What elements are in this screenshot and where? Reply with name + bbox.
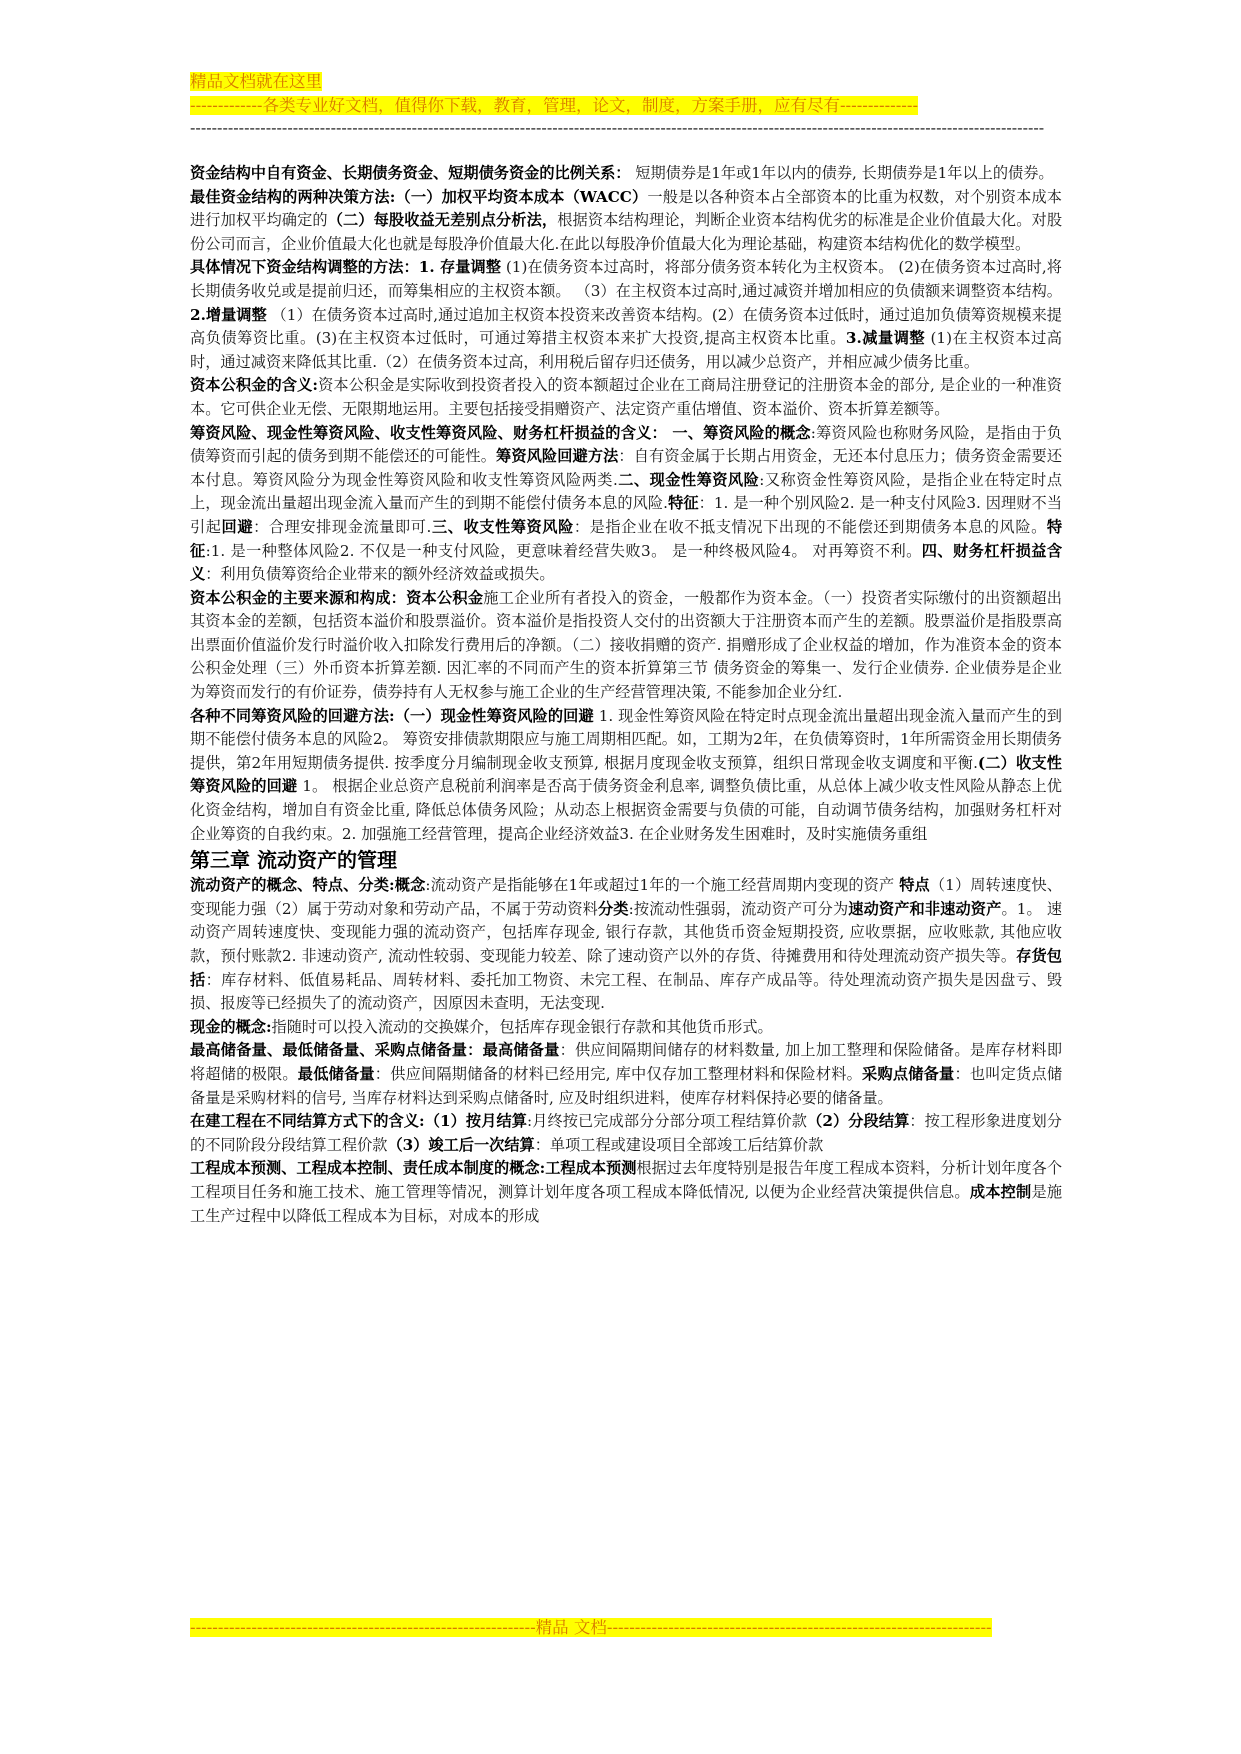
- paragraph: [190, 256, 1062, 374]
- paragraph: [190, 1039, 1062, 1110]
- paragraph: [190, 374, 1062, 421]
- paragraph-text: ：合理安排现金流量即可.: [253, 517, 432, 536]
- paragraph: [190, 1016, 1062, 1040]
- chapter-heading: 第三章 流动资产的管理: [190, 848, 397, 873]
- term-heading: 筹资风险、现金性筹资风险、收支性筹资风险、财务杠杆损益的含义： 一、筹资风险的概念: [190, 423, 811, 442]
- term-heading: (二）收支性筹资风险的回避: [190, 753, 1062, 796]
- term-heading: 现金的概念:: [190, 1017, 272, 1036]
- footer-banner: [190, 1616, 1062, 1640]
- paragraph-text: 是施工生产过程中以降低工程成本为目标，对成本的形成: [190, 1182, 1063, 1225]
- header-banner: [190, 70, 1062, 138]
- header-divider: --------------------------------------------------------------------------------------------------------------------------------------------------------------: [190, 118, 1045, 137]
- term-heading: 工程成本预测、工程成本控制、责任成本制度的概念:工程成本预测: [190, 1159, 637, 1178]
- paragraph-text: 一般是以各种资本占全部资本的比重为权数，对个别资本成本进行加权平均确定的: [190, 187, 1062, 230]
- header-title: 精品文档就在这里: [190, 72, 322, 91]
- paragraph-text: ：1. 是一种个别风险2. 是一种支付风险3. 因理财不当引起: [190, 494, 1063, 536]
- header-slogan: -------------各类专业好文档，值得你下载，教育，管理，论文，制度，方案手册，应有尽有--------------: [190, 96, 919, 115]
- paragraph-text: :又称资金性筹资风险，是指企业在特定时点上，现金流出量超出现金流入量而产生的到期不能偿付债务本息的风险.: [190, 470, 1063, 513]
- paragraph-text: ：供应间隔期储备的材料已经用完, 库中仅存加工整理材料和保险材料。: [374, 1064, 863, 1083]
- term-heading: 采购点储备量: [862, 1064, 955, 1083]
- term-heading: 各种不同筹资风险的回避方法:（一）现金性筹资风险的回避: [190, 706, 594, 725]
- term-heading: （2）分段结算: [807, 1112, 910, 1131]
- term-heading: 特征: [190, 517, 1063, 560]
- paragraph-text: 1。 根据企业总资产息税前利润率是否高于债务资金利息率, 调整负债比重，从总体上减少收支性风险从静态上优化资金结构，增加自有资金比重, 降低总体债务风险；从动态上根据资金需要与负债的可能，自动调节债务结构，加强财务杠杆对企业筹资的自我约束。2. 加强施工经营管理，提高企业经济效益3. 在企业财务发生困难时，及时实施债务重组: [190, 777, 1062, 843]
- paragraph: [190, 1110, 1062, 1157]
- paragraph-text: 指随时可以投入流动的交换媒介，包括库存现金银行存款和其他货币形式。: [271, 1017, 773, 1036]
- term-heading: （3）竣工后一次结算: [387, 1135, 535, 1154]
- term-heading: 二、现金性筹资风险: [617, 470, 760, 489]
- paragraph-text: :1. 是一种整体风险2. 不仅是一种支付风险，更意味着经营失败3。 是一种终极风险4。 对再筹资不利。: [205, 541, 922, 560]
- paragraph: [190, 186, 1062, 257]
- paragraph-text: ：按工程形象进度划分的不同阶段分段结算工程价款: [190, 1112, 1062, 1154]
- term-heading: 3.减量调整: [845, 329, 926, 348]
- paragraph-text: ：是指企业在收不抵支情况下出现的不能偿还到期债务本息的风险。: [573, 517, 1047, 536]
- paragraph-text: (1)在主权资本过高时，通过减资来降低其比重.（2）在债务资本过高，利用税后留存归还债务，用以减少总资产，并相应减少债务比重。: [190, 329, 1062, 371]
- paragraph-text: 施工企业所有者投入的资金，一般都作为资本金。（一）投资者实际缴付的出资额超出其资本金的差额，包括资本溢价和股票溢价。资本溢价是指投资人交付的出资额大于注册资本而产生的差额。股票溢价是指股票高出票面价值溢价发行时溢价收入扣除发行费用后的净额。（二）接收捐赠的资产. 捐赠形成了企业权益的增加，作为准资本金的资本公积金处理（三）外币资本折算差额. 因汇率的不同而产生的资本折算第三节 债务资金的筹集一、发行企业债券. 企业债券是企业为筹资而发行的有价证券，债券持有人无权参与施工企业的生产经营管理决策, 不能参加企业分红.: [190, 588, 1062, 702]
- footer-text: --------------------------------------------------------------精品 文档---------------------------------------------------------------------: [190, 1618, 992, 1637]
- paragraph-text: 根据过去年度特别是报告年度工程成本资料，分析计划年度各个工程项目任务和施工技术、施工管理等情况，测算计划年度各项工程成本降低情况, 以便为企业经营决策提供信息。: [190, 1159, 1063, 1201]
- paragraph-text: :流动资产是指能够在1年或超过1年的一个施工经营周期内变现的资产: [425, 876, 900, 895]
- term-heading: 在建工程在不同结算方式下的含义:（1）按月结算: [190, 1112, 528, 1131]
- paragraph-text: 短期债券是1年或1年以内的债券, 长期债券是1年以上的债券。: [630, 164, 1054, 182]
- term-heading: 特点: [899, 876, 930, 895]
- term-heading: （二）每股收益无差别点分析法，: [327, 211, 558, 230]
- paragraph: [190, 1157, 1062, 1228]
- paragraph-text: （1）周转速度快、变现能力强（2）属于劳动对象和劳动产品，不属于劳动资料: [190, 876, 1062, 918]
- term-heading: 成本控制: [969, 1182, 1032, 1201]
- document-page: [190, 70, 1062, 1228]
- term-heading: 资本公积金的含义:: [190, 376, 318, 395]
- footer-divider: [190, 1616, 1062, 1640]
- paragraph-text: :月终按已完成部分分部分项工程结算价款: [527, 1112, 808, 1131]
- paragraph-text: (1)在债务资本过高时，将部分债务资本转化为主权资本。 (2)在债务资本过高时,将长期债务收兑或是提前归还，而筹集相应的主权资本额。 （3）在主权资本过高时,通过减资并增加相应的负债额来调整资本结构。: [190, 258, 1062, 300]
- term-heading: 2.增量调整: [190, 305, 267, 324]
- paragraph-text: :筹资风险也称财务风险，是指由于负债筹资而引起的债务到期不能偿还的可能性。: [190, 423, 1062, 466]
- term-heading: 具体情况下资金结构调整的方法：1. 存量调整: [190, 258, 501, 277]
- term-heading: 回避: [221, 517, 254, 536]
- term-heading: 最低储备量: [297, 1064, 375, 1083]
- paragraph: [190, 874, 1062, 1016]
- paragraph-text: :按流动性强弱，流动资产可分为: [628, 899, 849, 918]
- paragraph-text: 1. 现金性筹资风险在特定时点现金流出量超出现金流入量而产生的到期不能偿付债务本息的风险2。 筹资安排债款期限应与施工周期相匹配。如，工期为2年，在负债筹资时，1年所需资金用长期债务提供，第2年用短期债务提供. 按季度分月编制现金收支预算, 根据月度现金收支预算，组织日常现金收支调度和平衡.: [190, 706, 1062, 772]
- term-heading: 筹资风险回避方法: [496, 447, 619, 466]
- paragraph: [190, 162, 1062, 186]
- term-heading: 特征: [668, 494, 699, 513]
- paragraph-text: ：供应间隔期间储存的材料数量, 加上加工整理和保险储备。是库存材料即将超储的极限。: [190, 1041, 1063, 1083]
- term-heading: 存货包括: [190, 947, 1062, 989]
- paragraph-text: ：也叫定货点储备量是采购材料的信号, 当库存材料达到采购点储备时, 应及时组织进料，使库存材料保持必要的储备量。: [190, 1064, 1063, 1107]
- paragraph-text: 根据资本结构理论，判断企业资本结构优劣的标准是企业价值最大化。对股份公司而言，企业价值最大化也就是每股净价值最大化.在此以每股净价值最大化为理论基础，构建资本结构优化的数学模型。: [190, 211, 1063, 253]
- paragraph-text: ：自有资金属于长期占用资金，无还本付息压力；债务资金需要还本付息。筹资风险分为现金性筹资风险和收支性筹资风险两类.: [190, 447, 1063, 489]
- paragraph: [190, 705, 1062, 847]
- paragraph: [190, 587, 1062, 705]
- term-heading: 速动资产和非速动资产: [848, 899, 1002, 918]
- paragraph-text: ：利用负债筹资给企业带来的额外经济效益或损失。: [205, 565, 555, 584]
- paragraph-text: 。1。 速动资产周转速度快、变现能力强的流动资产，包括库存现金, 银行存款，其他货币资金短期投资, 应收票据，应收账款, 其他应收款，预付账款2. 非速动资产, 流动性较弱、变现能力较差、除了速动资产以外的存货、待摊费用和待处理流动资产损失等。: [190, 899, 1063, 965]
- term-heading: 最佳资金结构的两种决策方法:（一）加权平均资本成本（WACC）: [190, 187, 648, 206]
- term-heading: 资本公积金的主要来源和构成：资本公积金: [190, 588, 484, 607]
- paragraph-text: ：库存材料、低值易耗品、周转材料、委托加工物资、未完工程、在制品、库存产成品等。待处理流动资产损失是因盘亏、毁损、报废等已经损失了的流动资产，因原因未查明，无法变现.: [190, 970, 1063, 1013]
- paragraph-text: 资本公积金是实际收到投资者投入的资本额超过企业在工商局注册登记的注册资本金的部分, 是企业的一种准资本。它可供企业无偿、无限期地运用。主要包括接受捐赠资产、法定资产重估增值、资本溢价、资本折算差额等。: [190, 376, 1062, 418]
- term-heading: 资金结构中自有资金、长期债务资金、短期债务资金的比例关系：: [190, 164, 631, 182]
- term-heading: 四、财务杠杆损益含义: [190, 541, 1063, 584]
- term-heading: 流动资产的概念、特点、分类:概念: [190, 876, 426, 895]
- term-heading: 三、收支性筹资风险: [431, 517, 574, 536]
- paragraph-text: ：单项工程或建设项目全部竣工后结算价款: [534, 1135, 824, 1154]
- paragraph: [190, 422, 1062, 587]
- paragraph-text: （1）在债务资本过高时,通过追加主权资本投资来改善资本结构。(2）在债务资本过低时，通过追加负债筹资规模来提高负债筹资比重。(3)在主权资本过低时，可通过筹措主权资本来扩大投资,提高主权资本比重。: [190, 305, 1062, 348]
- term-heading: 分类: [597, 899, 629, 918]
- document-body: [190, 162, 1062, 1228]
- term-heading: 最高储备量、最低储备量、采购点储备量：最高储备量: [190, 1041, 560, 1060]
